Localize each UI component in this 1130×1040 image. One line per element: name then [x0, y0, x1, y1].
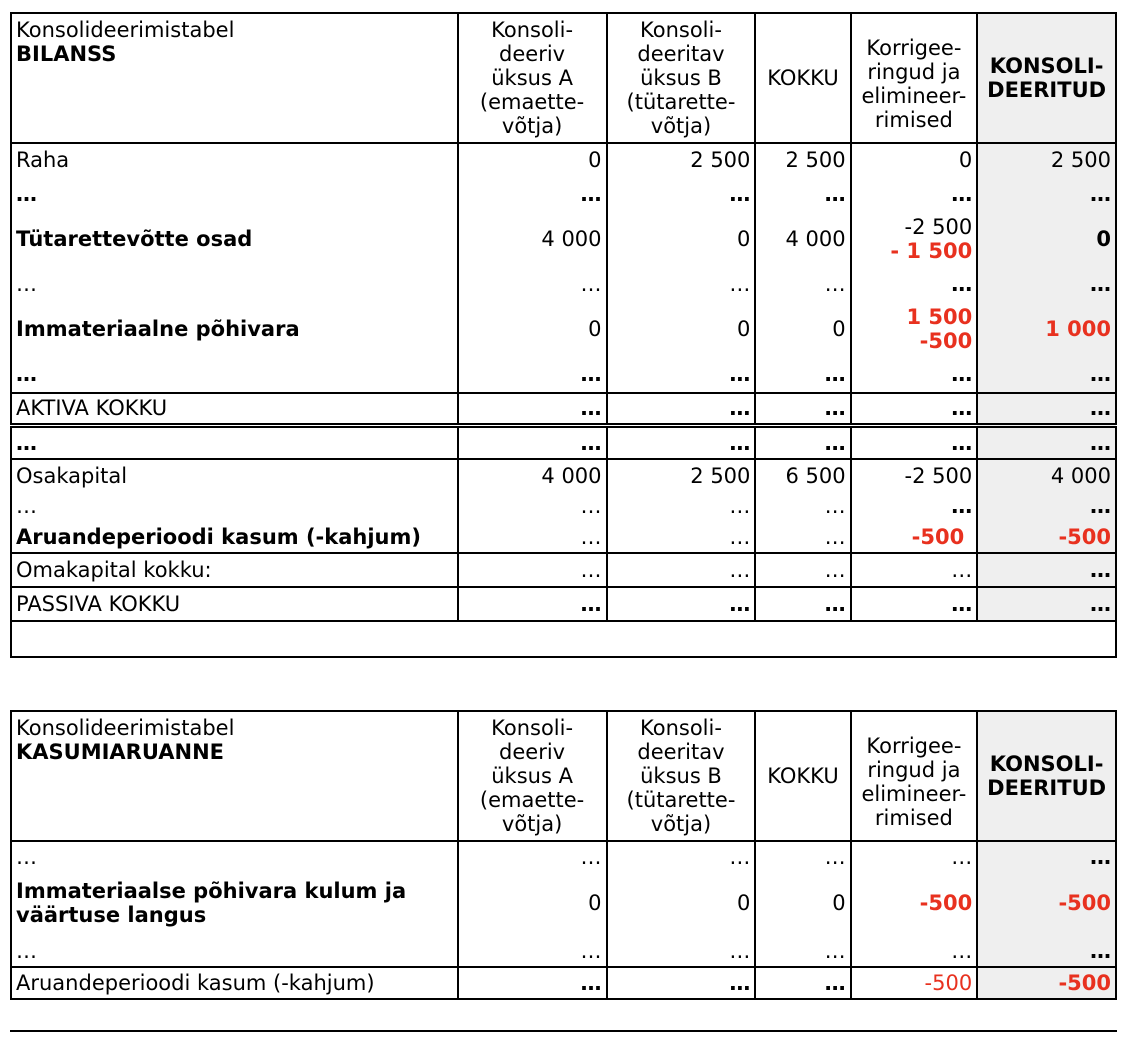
cell-adjustments: -500	[851, 521, 978, 553]
header-adjustments-line: rimised	[874, 108, 953, 132]
row-label: Aruandeperioodi kasum (-kahjum)	[11, 521, 458, 553]
cell-unit-b: …	[607, 967, 756, 999]
cell-adjustments: …	[851, 935, 978, 967]
cell-consolidated: -500	[977, 967, 1116, 999]
adjustment-line: - 1 500	[890, 239, 973, 263]
cell-total: 6 500	[755, 459, 850, 491]
cell-adjustments	[851, 303, 978, 355]
cell-total: …	[755, 425, 850, 459]
cell-unit-b: …	[607, 393, 756, 425]
balance-row-raha	[11, 143, 1116, 175]
cell-total: …	[755, 491, 850, 521]
cell-total: …	[755, 841, 850, 871]
balance-caption: Konsolideerimistabel	[16, 18, 235, 42]
cell-unit-b: 0	[607, 303, 756, 355]
cell-adjustments: …	[851, 587, 978, 621]
header-adjustments-line: ringud ja	[867, 758, 961, 782]
cell-unit-b: …	[607, 175, 756, 213]
cell-unit-b: 0	[607, 213, 756, 265]
row-label: Tütarettevõtte osad	[11, 213, 458, 265]
cell-consolidated: …	[977, 355, 1116, 393]
cell-consolidated: -500	[977, 521, 1116, 553]
cell-unit-b: …	[607, 935, 756, 967]
header-unit-b	[607, 13, 756, 143]
cell-consolidated: 4 000	[977, 459, 1116, 491]
cell-total: 0	[755, 303, 850, 355]
header-consolidated-line: DEERITUD	[987, 78, 1107, 102]
cell-total: 4 000	[755, 213, 850, 265]
row-label: AKTIVA KOKKU	[11, 393, 458, 425]
cell-total: …	[755, 587, 850, 621]
cell-consolidated: -500	[977, 871, 1116, 935]
income-header-row	[11, 711, 1116, 841]
header-consolidated	[977, 13, 1116, 143]
cell-unit-a: …	[458, 587, 607, 621]
cell-adjustments: -500	[851, 871, 978, 935]
cell-total: 2 500	[755, 143, 850, 175]
header-adjustments-line: Korrigee-	[866, 36, 962, 60]
header-unit-b-line: võtja)	[650, 812, 712, 836]
income-row-amortisation	[11, 871, 1116, 935]
cell-unit-b: …	[607, 425, 756, 459]
cell-consolidated: 1 000	[977, 303, 1116, 355]
cell-unit-b: …	[607, 521, 756, 553]
adjustment-line: -500	[919, 329, 973, 353]
row-label: …	[11, 355, 458, 393]
cell-consolidated: …	[977, 553, 1116, 587]
header-total: KOKKU	[755, 711, 850, 841]
balance-row-ellipsis	[11, 425, 1116, 459]
header-adjustments-line: ringud ja	[867, 60, 961, 84]
cell-unit-a: …	[458, 175, 607, 213]
balance-header-title	[11, 13, 458, 143]
cell-consolidated: …	[977, 491, 1116, 521]
row-label: …	[11, 265, 458, 303]
cell-total: …	[755, 355, 850, 393]
cell-total: …	[755, 265, 850, 303]
header-consolidated-line: DEERITUD	[987, 776, 1107, 800]
balance-sheet-table	[10, 12, 1117, 658]
balance-row-subsidiary-shares	[11, 213, 1116, 265]
header-consolidated	[977, 711, 1116, 841]
header-unit-a-line: deeriv	[499, 740, 566, 764]
cell-consolidated: 2 500	[977, 143, 1116, 175]
cell-unit-a: …	[458, 491, 607, 521]
cell-unit-a: 0	[458, 303, 607, 355]
row-label: Immateriaalse põhivara kulum ja väärtuse langus	[11, 871, 458, 935]
cell-adjustments: …	[851, 393, 978, 425]
cell-unit-a: …	[458, 967, 607, 999]
row-label: Omakapital kokku:	[11, 553, 458, 587]
bottom-rule	[10, 1030, 1117, 1032]
header-unit-b	[607, 711, 756, 841]
row-label: …	[11, 491, 458, 521]
header-unit-b-line: võtja)	[650, 114, 712, 138]
row-label: Immateriaalne põhivara	[11, 303, 458, 355]
adjustment-line: 1 500	[906, 305, 973, 329]
cell-consolidated: …	[977, 841, 1116, 871]
balance-row-ellipsis	[11, 491, 1116, 521]
cell-unit-b: …	[607, 841, 756, 871]
header-unit-a-line: üksus A	[491, 764, 573, 788]
cell-unit-b: …	[607, 265, 756, 303]
cell-adjustments: …	[851, 553, 978, 587]
income-header-title	[11, 711, 458, 841]
header-unit-b-line: deeritav	[637, 42, 725, 66]
header-unit-a	[458, 13, 607, 143]
cell-unit-a: …	[458, 265, 607, 303]
adjustment-line: -2 500	[904, 215, 973, 239]
cell-unit-b: 0	[607, 871, 756, 935]
header-unit-a-line: võtja)	[501, 114, 563, 138]
cell-unit-a: 0	[458, 143, 607, 175]
cell-unit-a: …	[458, 355, 607, 393]
balance-row-period-profit	[11, 521, 1116, 553]
header-unit-b-line: deeritav	[637, 740, 725, 764]
cell-adjustments	[851, 213, 978, 265]
balance-row-assets-total	[11, 393, 1116, 425]
row-label: Aruandeperioodi kasum (-kahjum)	[11, 967, 458, 999]
income-caption: Konsolideerimistabel	[16, 716, 235, 740]
cell-consolidated: …	[977, 935, 1116, 967]
header-unit-a-line: (emaette-	[479, 788, 585, 812]
balance-row-share-capital	[11, 459, 1116, 491]
row-label: …	[11, 841, 458, 871]
row-label: Osakapital	[11, 459, 458, 491]
cell-consolidated: …	[977, 175, 1116, 213]
cell-unit-a: …	[458, 521, 607, 553]
cell-unit-a: …	[458, 935, 607, 967]
header-unit-b-line: Konsoli-	[640, 716, 722, 740]
cell-adjustments: 0	[851, 143, 978, 175]
header-consolidated-line: KONSOLI-	[989, 752, 1104, 776]
header-unit-b-line: (tütarette-	[626, 788, 736, 812]
balance-row-ellipsis	[11, 175, 1116, 213]
header-adjustments	[851, 711, 978, 841]
income-statement-table	[10, 710, 1117, 1000]
row-label: …	[11, 935, 458, 967]
cell-adjustments: …	[851, 491, 978, 521]
header-unit-a	[458, 711, 607, 841]
cell-unit-a: …	[458, 553, 607, 587]
income-row-ellipsis	[11, 841, 1116, 871]
header-unit-b-line: Konsoli-	[640, 18, 722, 42]
cell-adjustments: -500	[851, 967, 978, 999]
cell-total: 0	[755, 871, 850, 935]
cell-adjustments: -2 500	[851, 459, 978, 491]
cell-consolidated: …	[977, 393, 1116, 425]
cell-unit-b: 2 500	[607, 459, 756, 491]
cell-adjustments: …	[851, 425, 978, 459]
income-row-ellipsis	[11, 935, 1116, 967]
balance-row-ellipsis	[11, 355, 1116, 393]
row-label: …	[11, 175, 458, 213]
header-unit-a-line: üksus A	[491, 66, 573, 90]
cell-unit-a: …	[458, 425, 607, 459]
cell-consolidated: …	[977, 587, 1116, 621]
header-unit-a-line: (emaette-	[479, 90, 585, 114]
row-label: Raha	[11, 143, 458, 175]
balance-header-row	[11, 13, 1116, 143]
cell-adjustments: …	[851, 841, 978, 871]
cell-consolidated: 0	[977, 213, 1116, 265]
header-adjustments-line: elimineer-	[861, 84, 967, 108]
balance-title: BILANSS	[16, 42, 117, 66]
balance-row-liabilities-total	[11, 587, 1116, 621]
cell-unit-a: 4 000	[458, 459, 607, 491]
cell-total: …	[755, 967, 850, 999]
cell-total: …	[755, 935, 850, 967]
income-title: KASUMIARUANNE	[16, 740, 224, 764]
header-adjustments-line: elimineer-	[861, 782, 967, 806]
header-consolidated-line: KONSOLI-	[989, 54, 1104, 78]
header-unit-a-line: Konsoli-	[491, 18, 574, 42]
cell-adjustments: …	[851, 265, 978, 303]
row-label: PASSIVA KOKKU	[11, 587, 458, 621]
cell-unit-b: …	[607, 587, 756, 621]
table-separator	[11, 621, 1116, 657]
cell-unit-a: …	[458, 841, 607, 871]
header-total: KOKKU	[755, 13, 850, 143]
balance-row-equity-total	[11, 553, 1116, 587]
cell-total: …	[755, 393, 850, 425]
cell-unit-b: …	[607, 355, 756, 393]
cell-unit-a: 4 000	[458, 213, 607, 265]
cell-total: …	[755, 521, 850, 553]
header-unit-a-line: Konsoli-	[491, 716, 574, 740]
cell-unit-b: …	[607, 491, 756, 521]
cell-total: …	[755, 553, 850, 587]
cell-consolidated: …	[977, 425, 1116, 459]
cell-unit-b: 2 500	[607, 143, 756, 175]
income-row-period-profit	[11, 967, 1116, 999]
cell-unit-b: …	[607, 553, 756, 587]
balance-row-ellipsis	[11, 265, 1116, 303]
header-unit-a-line: deeriv	[499, 42, 566, 66]
header-unit-b-line: üksus B	[640, 66, 722, 90]
cell-adjustments: …	[851, 355, 978, 393]
row-label: …	[11, 425, 458, 459]
cell-total: …	[755, 175, 850, 213]
header-unit-b-line: üksus B	[640, 764, 722, 788]
cell-consolidated: …	[977, 265, 1116, 303]
header-adjustments	[851, 13, 978, 143]
cell-adjustments: …	[851, 175, 978, 213]
separator-cell	[11, 621, 1116, 657]
header-unit-b-line: (tütarette-	[626, 90, 736, 114]
header-adjustments-line: rimised	[874, 806, 953, 830]
cell-unit-a: 0	[458, 871, 607, 935]
cell-unit-a: …	[458, 393, 607, 425]
header-adjustments-line: Korrigee-	[866, 734, 962, 758]
balance-row-intangible-assets	[11, 303, 1116, 355]
header-unit-a-line: võtja)	[501, 812, 563, 836]
